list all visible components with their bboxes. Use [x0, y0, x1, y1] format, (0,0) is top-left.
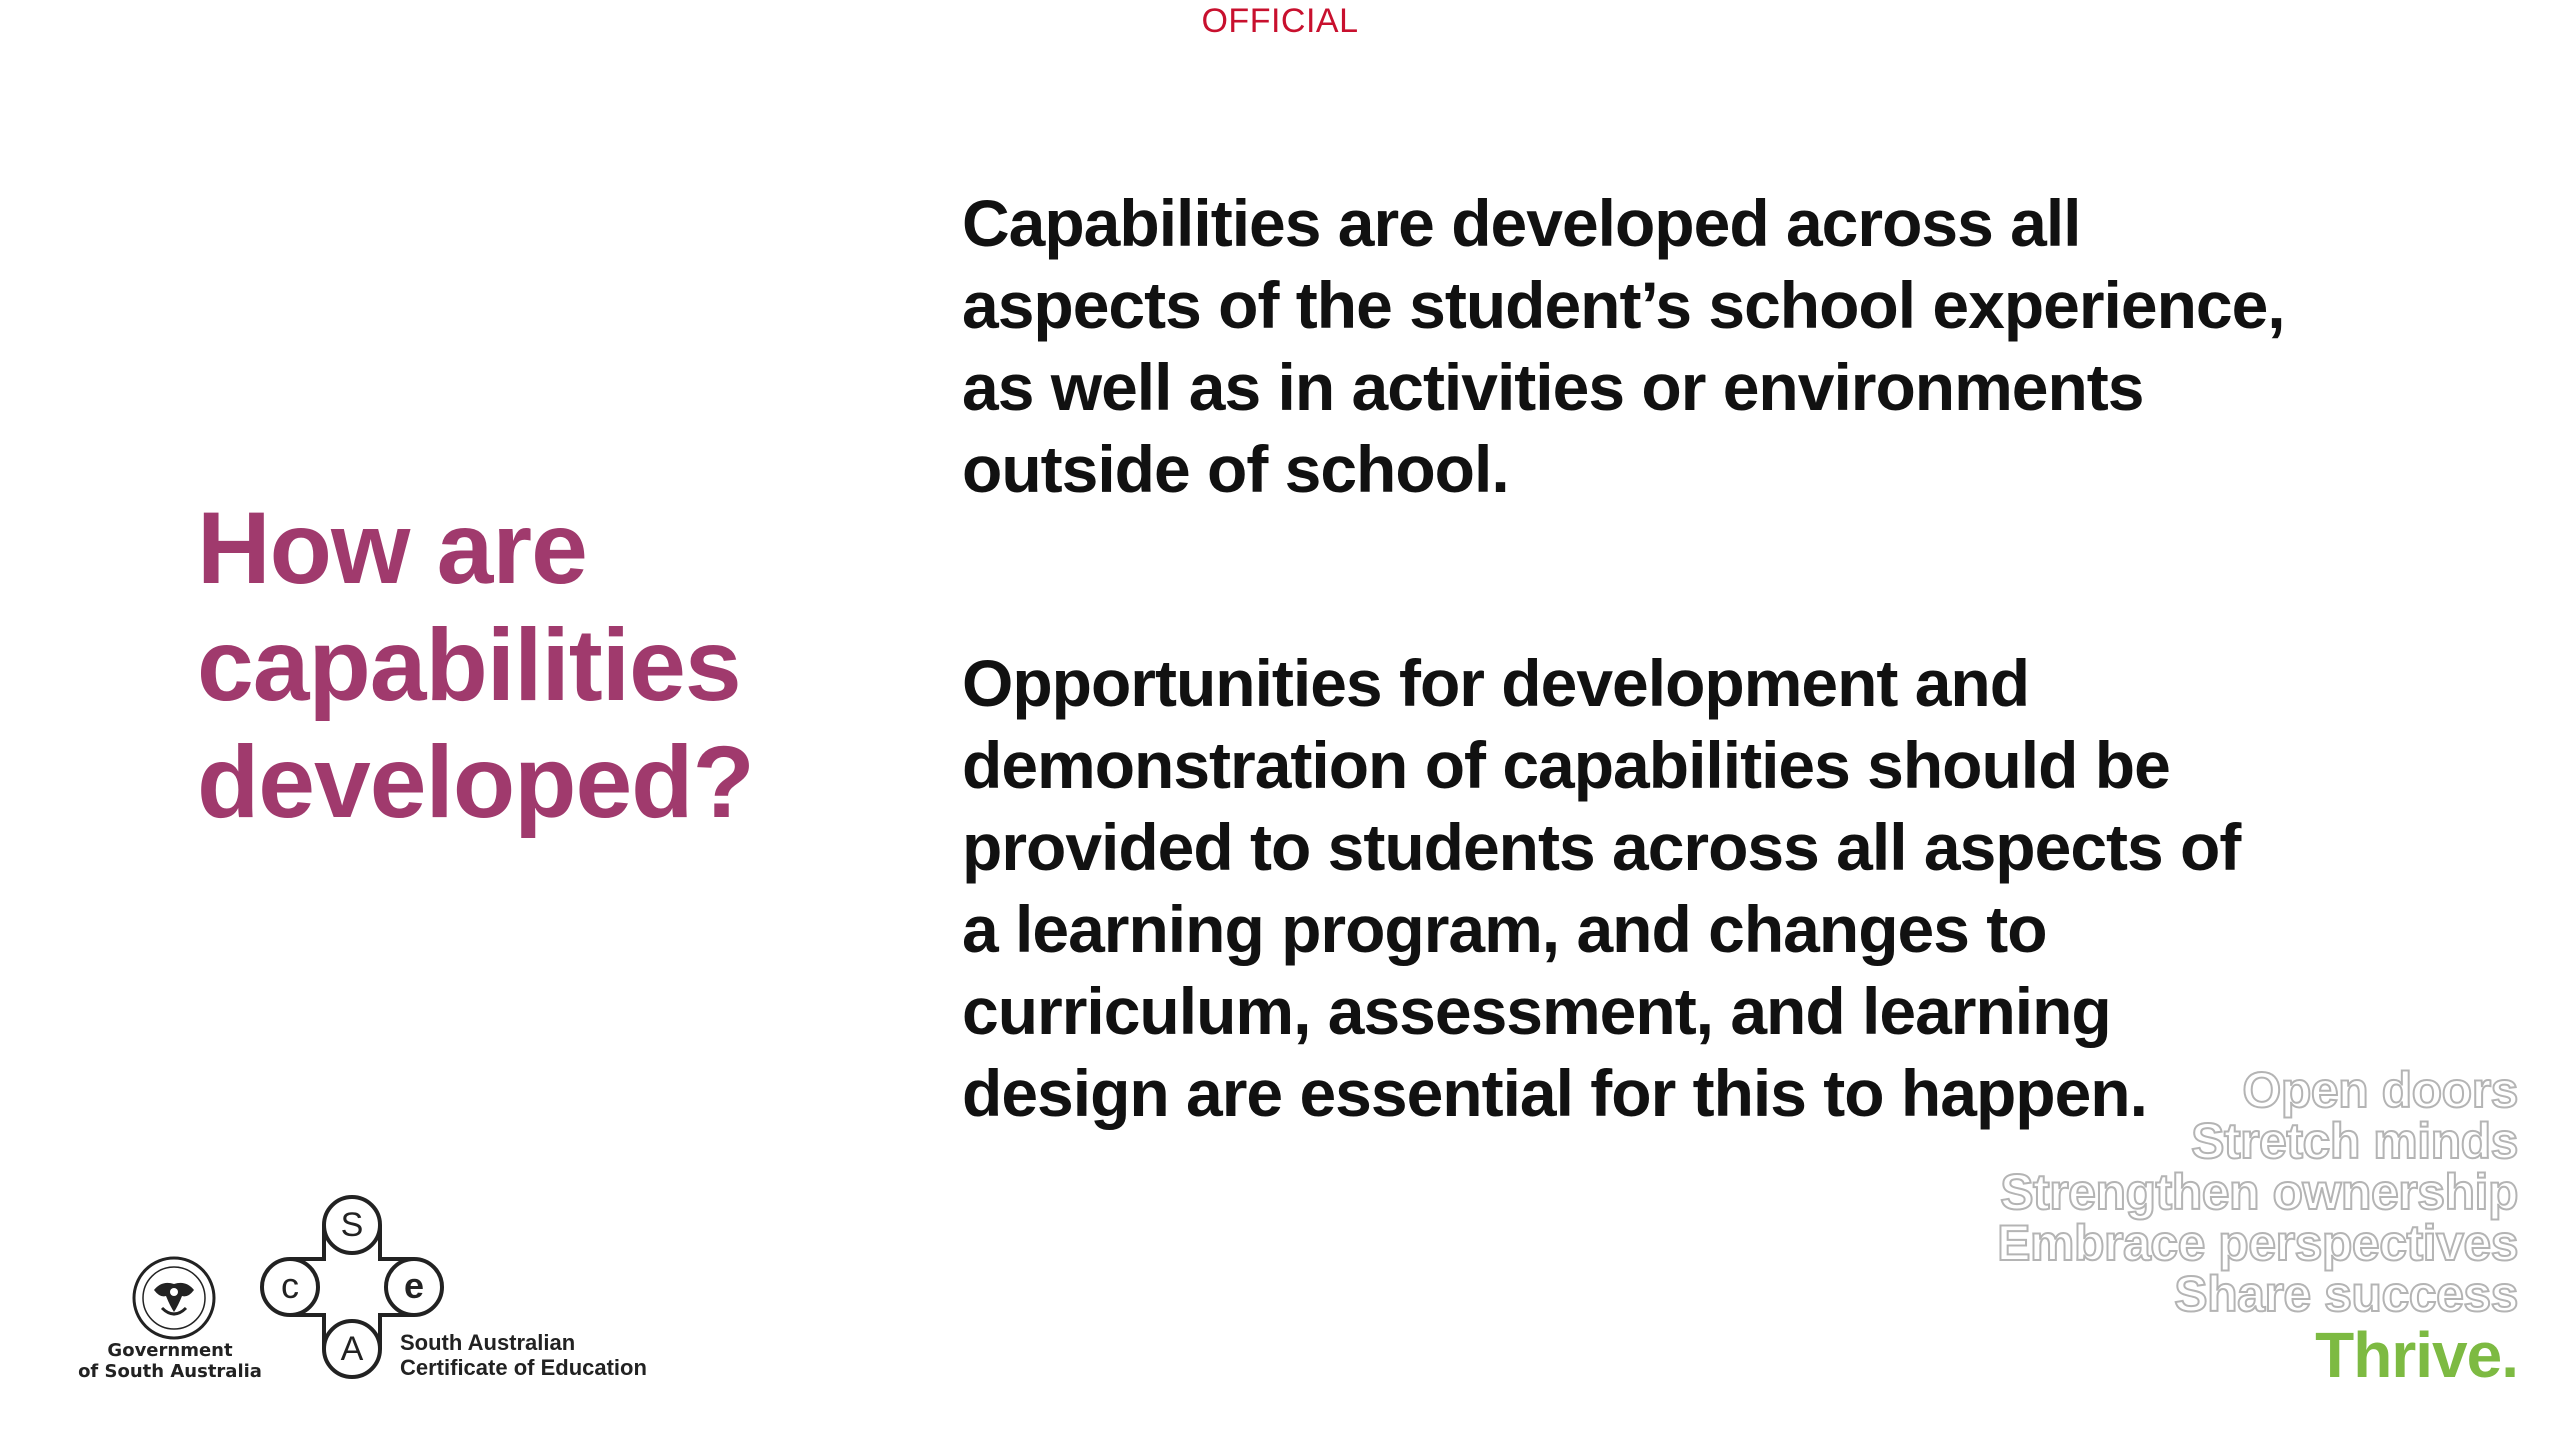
tagline-thrive: Thrive.: [2315, 1319, 2518, 1391]
body-line: provided to students across all aspects of: [962, 810, 2241, 884]
slide-title-line: How are: [197, 491, 587, 605]
tagline-line: Embrace perspectives: [1997, 1215, 2518, 1271]
sace-logo-line: Certificate of Education: [400, 1355, 647, 1380]
government-logo-line: of South Australia: [78, 1361, 262, 1382]
sace-logo-line: South Australian: [400, 1330, 576, 1355]
tagline-line: Stretch minds: [2191, 1113, 2518, 1169]
body-line: a learning program, and changes to: [962, 892, 2047, 966]
body-paragraph-1: [962, 182, 2462, 510]
body-line: as well as in activities or environments: [962, 350, 2144, 424]
sace-logo-text: [400, 1330, 647, 1380]
sace-letter-c: c: [281, 1265, 299, 1306]
government-logo-line: Government: [107, 1340, 233, 1361]
government-logo-text: [70, 1340, 270, 1382]
body-line: demonstration of capabilities should be: [962, 728, 2170, 802]
body-line: Opportunities for development and: [962, 646, 2030, 720]
body-paragraph-2: [962, 642, 2462, 1134]
sace-letter-s: S: [340, 1206, 364, 1244]
tagline-line: Share success: [2174, 1266, 2518, 1322]
sace-letter-e: e: [403, 1265, 425, 1306]
slide-title-line: capabilities: [197, 608, 741, 722]
tagline-line: Strengthen ownership: [2000, 1164, 2518, 1220]
sace-letter-a: A: [340, 1330, 364, 1368]
body-line: design are essential for this to happen.: [962, 1056, 2147, 1130]
slide-title-line: developed?: [197, 725, 754, 839]
body-line: outside of school.: [962, 432, 1509, 506]
body-line: aspects of the student’s school experience,: [962, 268, 2285, 342]
sace-tagline: [1997, 1062, 2518, 1391]
body-line: Capabilities are developed across all: [962, 186, 2081, 260]
body-line: curriculum, assessment, and learning: [962, 974, 2111, 1048]
slide-title: [197, 490, 897, 841]
classification-label: OFFICIAL: [1201, 2, 1359, 40]
tagline-line: Open doors: [2242, 1062, 2518, 1118]
